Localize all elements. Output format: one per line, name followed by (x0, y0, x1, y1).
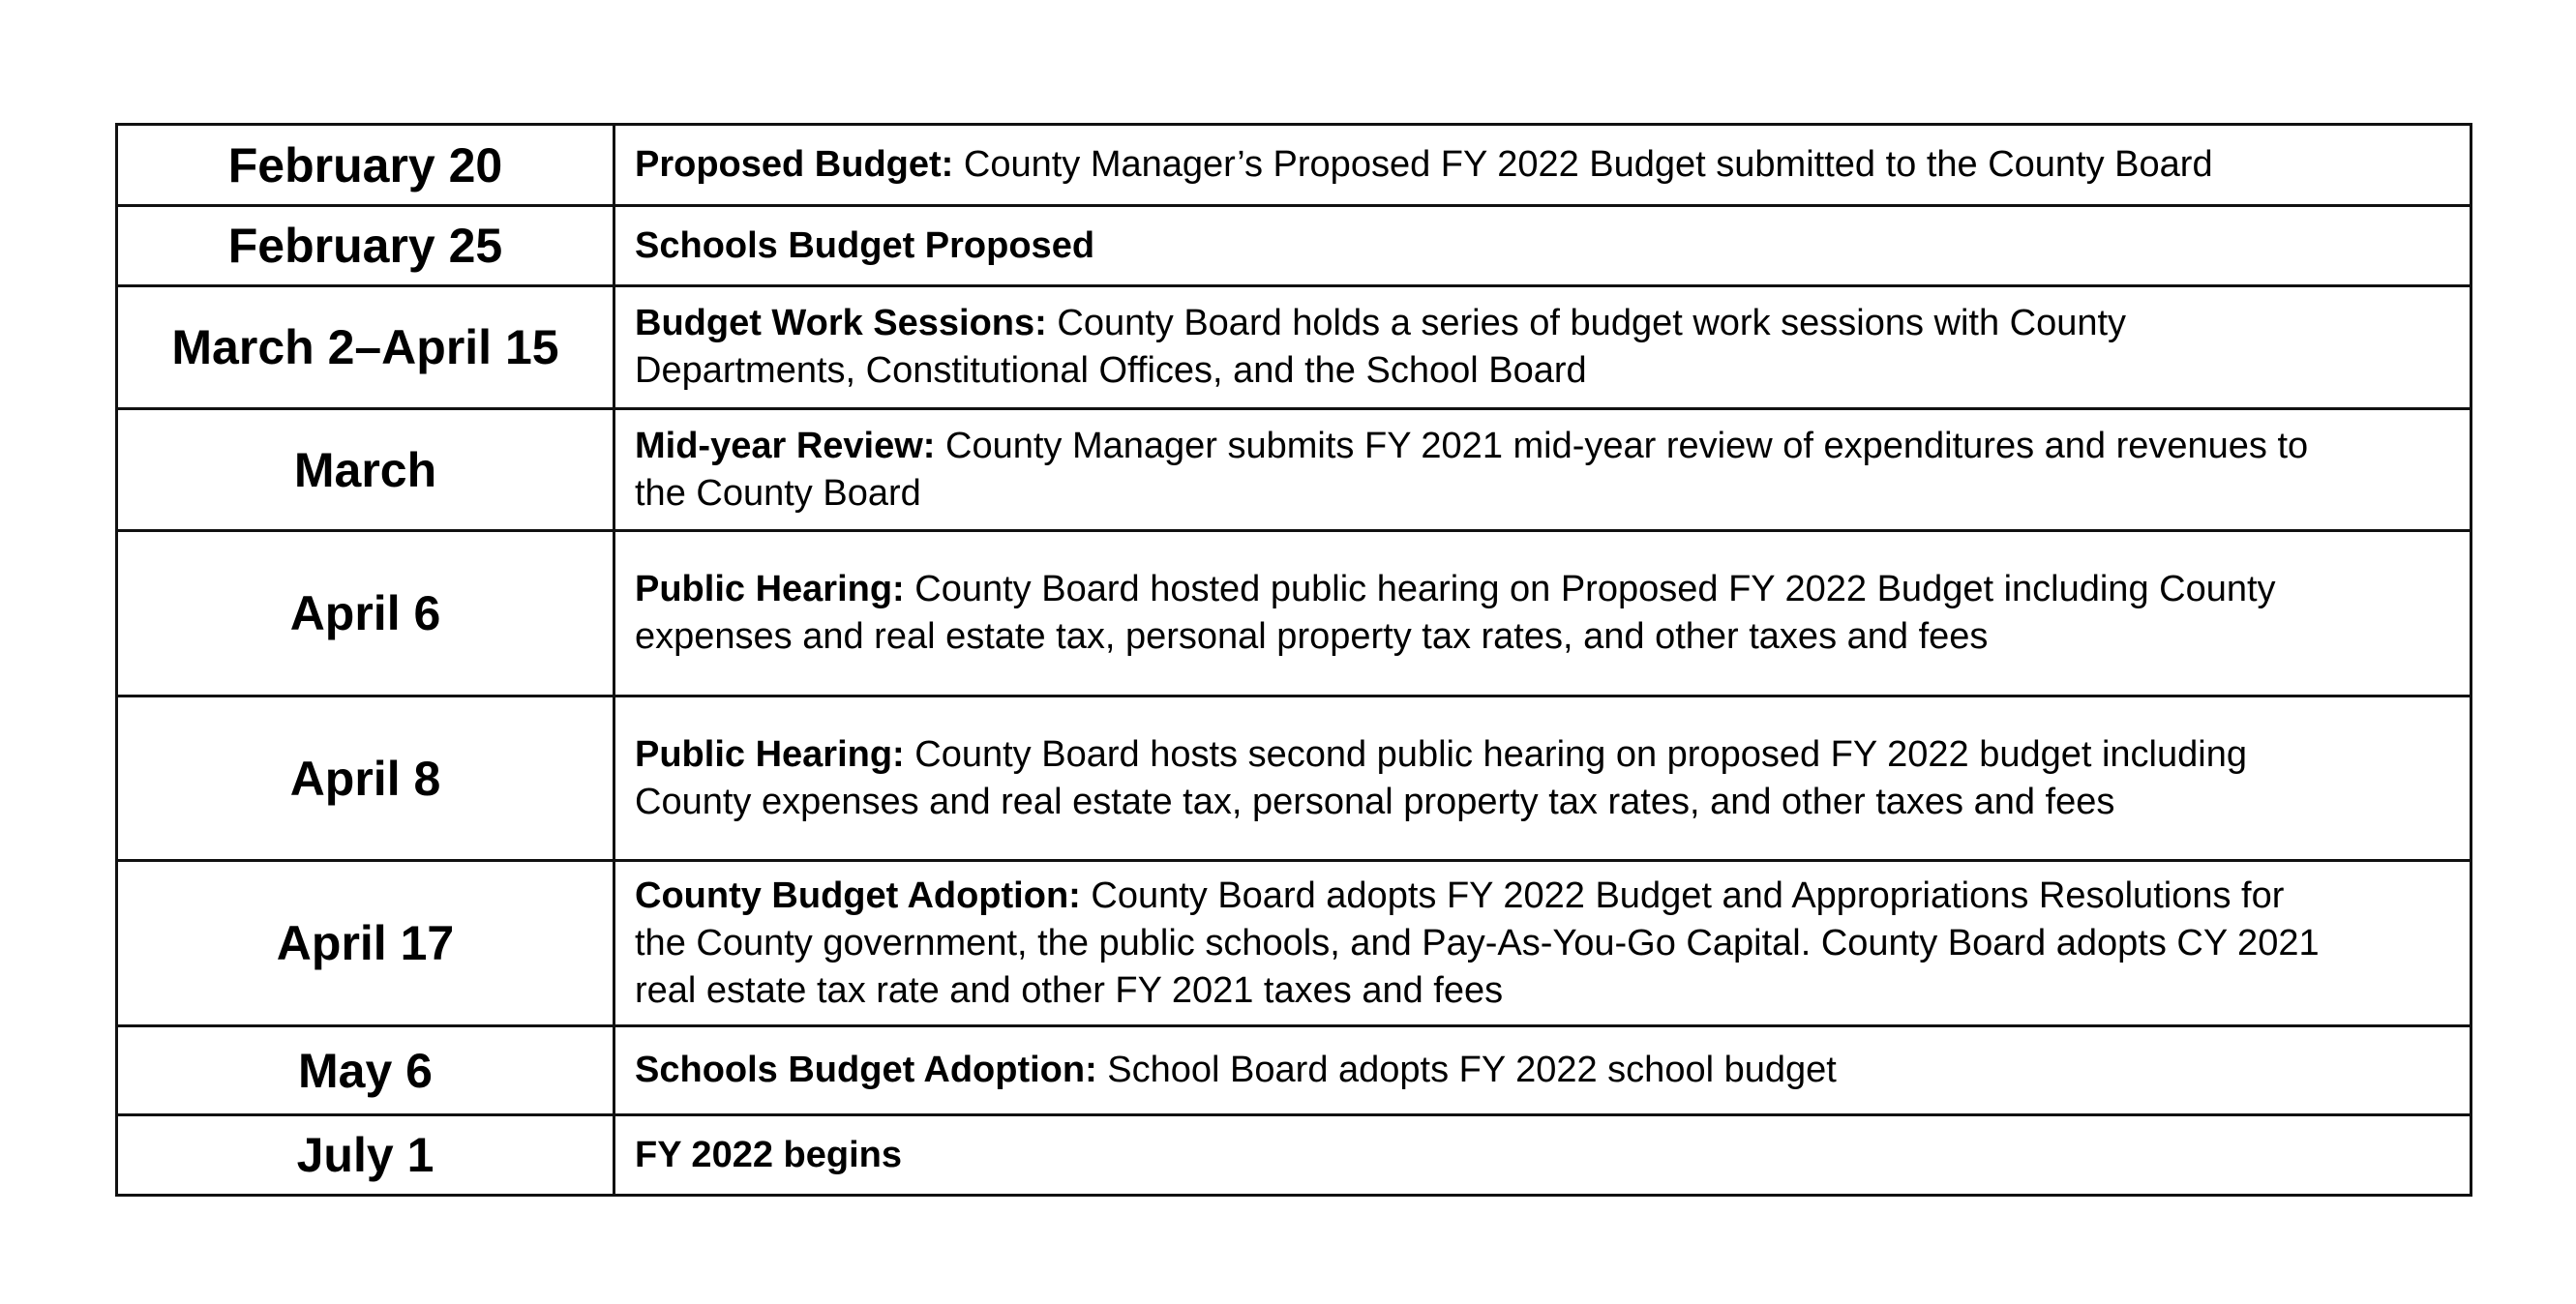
date-cell: April 8 (117, 696, 614, 861)
event-text: County Manager’s Proposed FY 2022 Budget submitted to the County Board (953, 144, 2213, 185)
description-line (635, 1132, 2450, 1179)
budget-schedule-table (115, 123, 2472, 1197)
event-text: County Board adopts FY 2022 Budget and Appropriations Resolutions for (1080, 874, 2285, 916)
event-text: County Board hosted public hearing on Proposed FY 2022 Budget including County (904, 569, 2276, 609)
table-row (117, 861, 2471, 1026)
event-label: Public Hearing: (635, 733, 905, 775)
event-label: County Budget Adoption: (635, 874, 1081, 916)
table-row (117, 1026, 2471, 1115)
description-cell (614, 125, 2471, 206)
description-line (635, 731, 2450, 779)
table-row (117, 531, 2471, 696)
description-line: expenses and real estate tax, personal property tax rates, and other taxes and fees (635, 616, 1989, 657)
event-text: School Board adopts FY 2022 school budget (1096, 1050, 1837, 1090)
event-label: Schools Budget Adoption: (635, 1050, 1097, 1090)
description-line: the County government, the public schools, and Pay-As-You-Go Capital. County Board adopts CY 2021 (635, 922, 2320, 963)
date-cell: May 6 (117, 1026, 614, 1115)
schedule-body (117, 125, 2471, 1196)
description-line: Departments, Constitutional Offices, and the School Board (635, 350, 1587, 391)
description-line (635, 566, 2450, 613)
date-cell: March (117, 409, 614, 531)
description-line (635, 1047, 2450, 1094)
table-row (117, 696, 2471, 861)
description-cell (614, 206, 2471, 286)
description-line (635, 423, 2450, 470)
description-line (635, 300, 2450, 347)
date-cell: March 2–April 15 (117, 286, 614, 409)
description-cell (614, 696, 2471, 861)
event-label: Budget Work Sessions: (635, 303, 1047, 343)
date-cell: February 25 (117, 206, 614, 286)
event-label: Mid-year Review: (635, 425, 936, 466)
description-cell (614, 861, 2471, 1026)
event-text: County Manager submits FY 2021 mid-year review of expenditures and revenues to (935, 425, 2309, 466)
description-line (635, 141, 2450, 189)
table-row (117, 206, 2471, 286)
date-cell: July 1 (117, 1115, 614, 1196)
description-line: County expenses and real estate tax, personal property tax rates, and other taxes and fees (635, 781, 2115, 822)
table-row (117, 125, 2471, 206)
description-line (635, 222, 2450, 270)
description-cell (614, 286, 2471, 409)
event-label: Schools Budget Proposed (635, 224, 1095, 266)
description-line: the County Board (635, 472, 921, 514)
date-cell: February 20 (117, 125, 614, 206)
event-label: FY 2022 begins (635, 1134, 902, 1175)
event-text: County Board hosts second public hearing on proposed FY 2022 budget including (904, 733, 2247, 775)
description-cell (614, 1026, 2471, 1115)
date-cell: April 6 (117, 531, 614, 696)
event-text: County Board holds a series of budget work sessions with County (1046, 303, 2127, 343)
description-cell (614, 531, 2471, 696)
event-label: Proposed Budget: (635, 144, 954, 185)
description-line (635, 873, 2450, 920)
table-row (117, 286, 2471, 409)
table-row (117, 409, 2471, 531)
event-label: Public Hearing: (635, 569, 905, 609)
description-cell (614, 409, 2471, 531)
description-line: real estate tax rate and other FY 2021 taxes and fees (635, 969, 1504, 1011)
table-row (117, 1115, 2471, 1196)
date-cell: April 17 (117, 861, 614, 1026)
description-cell (614, 1115, 2471, 1196)
